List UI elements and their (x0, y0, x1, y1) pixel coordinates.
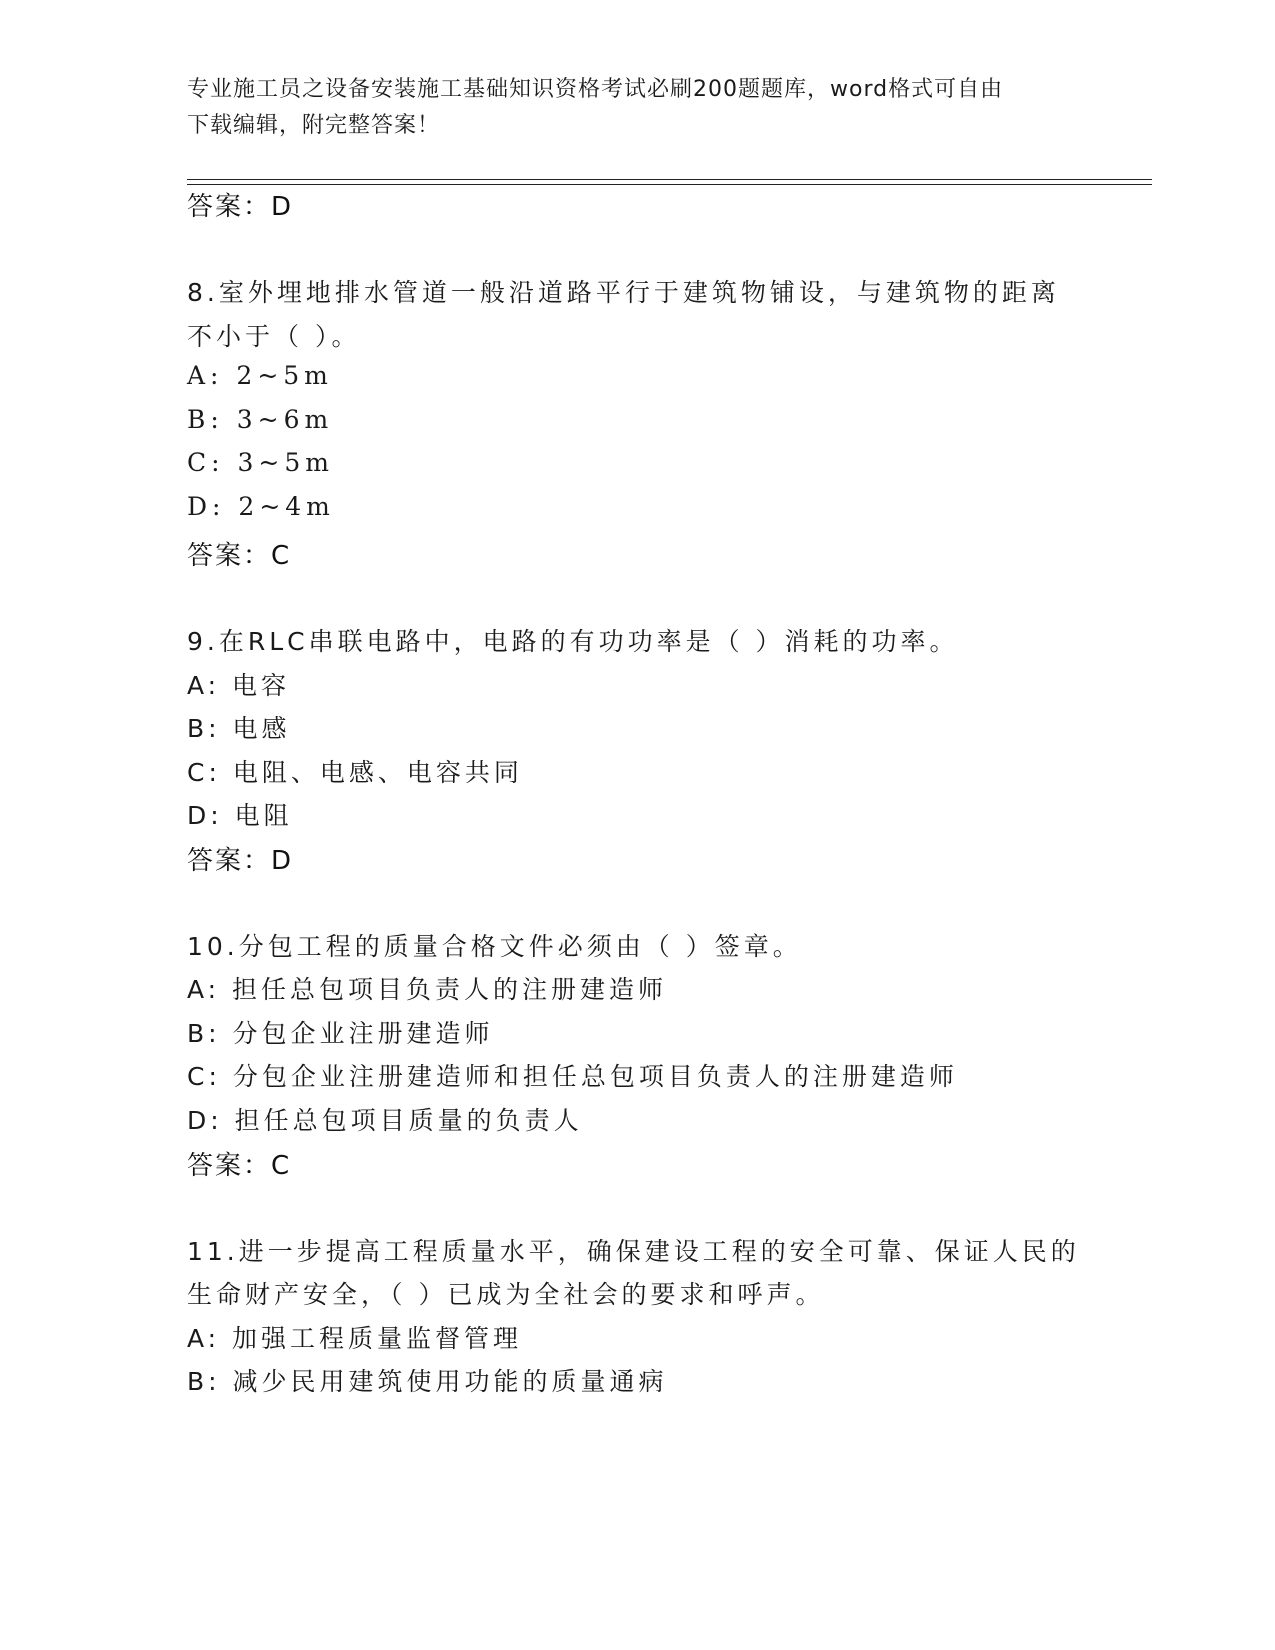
question-9-answer (187, 840, 292, 877)
answer-value: C (271, 541, 291, 571)
header-line-2: 下载编辑，附完整答案！ (187, 113, 441, 138)
question-11-option-a: A: 加强工程质量监督管理 (187, 1324, 523, 1353)
answer-value: D (271, 846, 293, 876)
document-header (187, 72, 1087, 144)
answer-label: 答案： (187, 1151, 272, 1181)
answer-value: D (271, 192, 293, 222)
question-10-answer (187, 1145, 290, 1182)
answer-label: 答案： (187, 541, 272, 571)
question-11-stem-line-1: 11.进一步提高工程质量水平，确保建设工程的安全可靠、保证人民的 (187, 1237, 1080, 1266)
answer-value: C (271, 1151, 291, 1181)
question-8-option-c: C: 3~5m (187, 448, 334, 477)
header-divider-bottom (187, 184, 1152, 185)
question-9-option-c: C: 电阻、电感、电容共同 (187, 758, 523, 787)
question-9-option-a: A: 电容 (187, 671, 291, 700)
question-9-option-d: D: 电阻 (187, 801, 293, 830)
question-10-stem-line-1: 10.分包工程的质量合格文件必须由（ ）签章。 (187, 932, 802, 961)
question-8-option-b: B: 3~6m (187, 405, 334, 434)
question-8-stem-line-1: 8.室外埋地排水管道一般沿道路平行于建筑物铺设，与建筑物的距离 (187, 278, 1060, 307)
question-8-stem-line-2: 不小于（ ）。 (187, 322, 361, 351)
question-11-option-b: B: 减少民用建筑使用功能的质量通病 (187, 1367, 668, 1396)
answer-label: 答案： (187, 192, 272, 222)
question-10-option-d: D: 担任总包项目质量的负责人 (187, 1106, 583, 1135)
previous-answer (187, 186, 292, 223)
question-8-answer (187, 535, 290, 572)
answer-label: 答案： (187, 846, 272, 876)
question-11-stem-line-2: 生命财产安全，（ ）已成为全社会的要求和呼声。 (187, 1280, 825, 1309)
question-10-option-b: B: 分包企业注册建造师 (187, 1019, 494, 1048)
question-10-option-c: C: 分包企业注册建造师和担任总包项目负责人的注册建造师 (187, 1062, 958, 1091)
question-8-option-d: D: 2~4m (187, 492, 335, 521)
header-line-1: 专业施工员之设备安装施工基础知识资格考试必刷200题题库，word格式可自由 (187, 77, 1004, 102)
question-10-option-a: A: 担任总包项目负责人的注册建造师 (187, 975, 668, 1004)
header-divider-top (187, 179, 1152, 180)
question-9-option-b: B: 电感 (187, 714, 291, 743)
question-8-option-a: A: 2~5m (187, 361, 333, 390)
question-9-stem-line-1: 9.在RLC串联电路中，电路的有功功率是（ ）消耗的功率。 (187, 627, 959, 656)
